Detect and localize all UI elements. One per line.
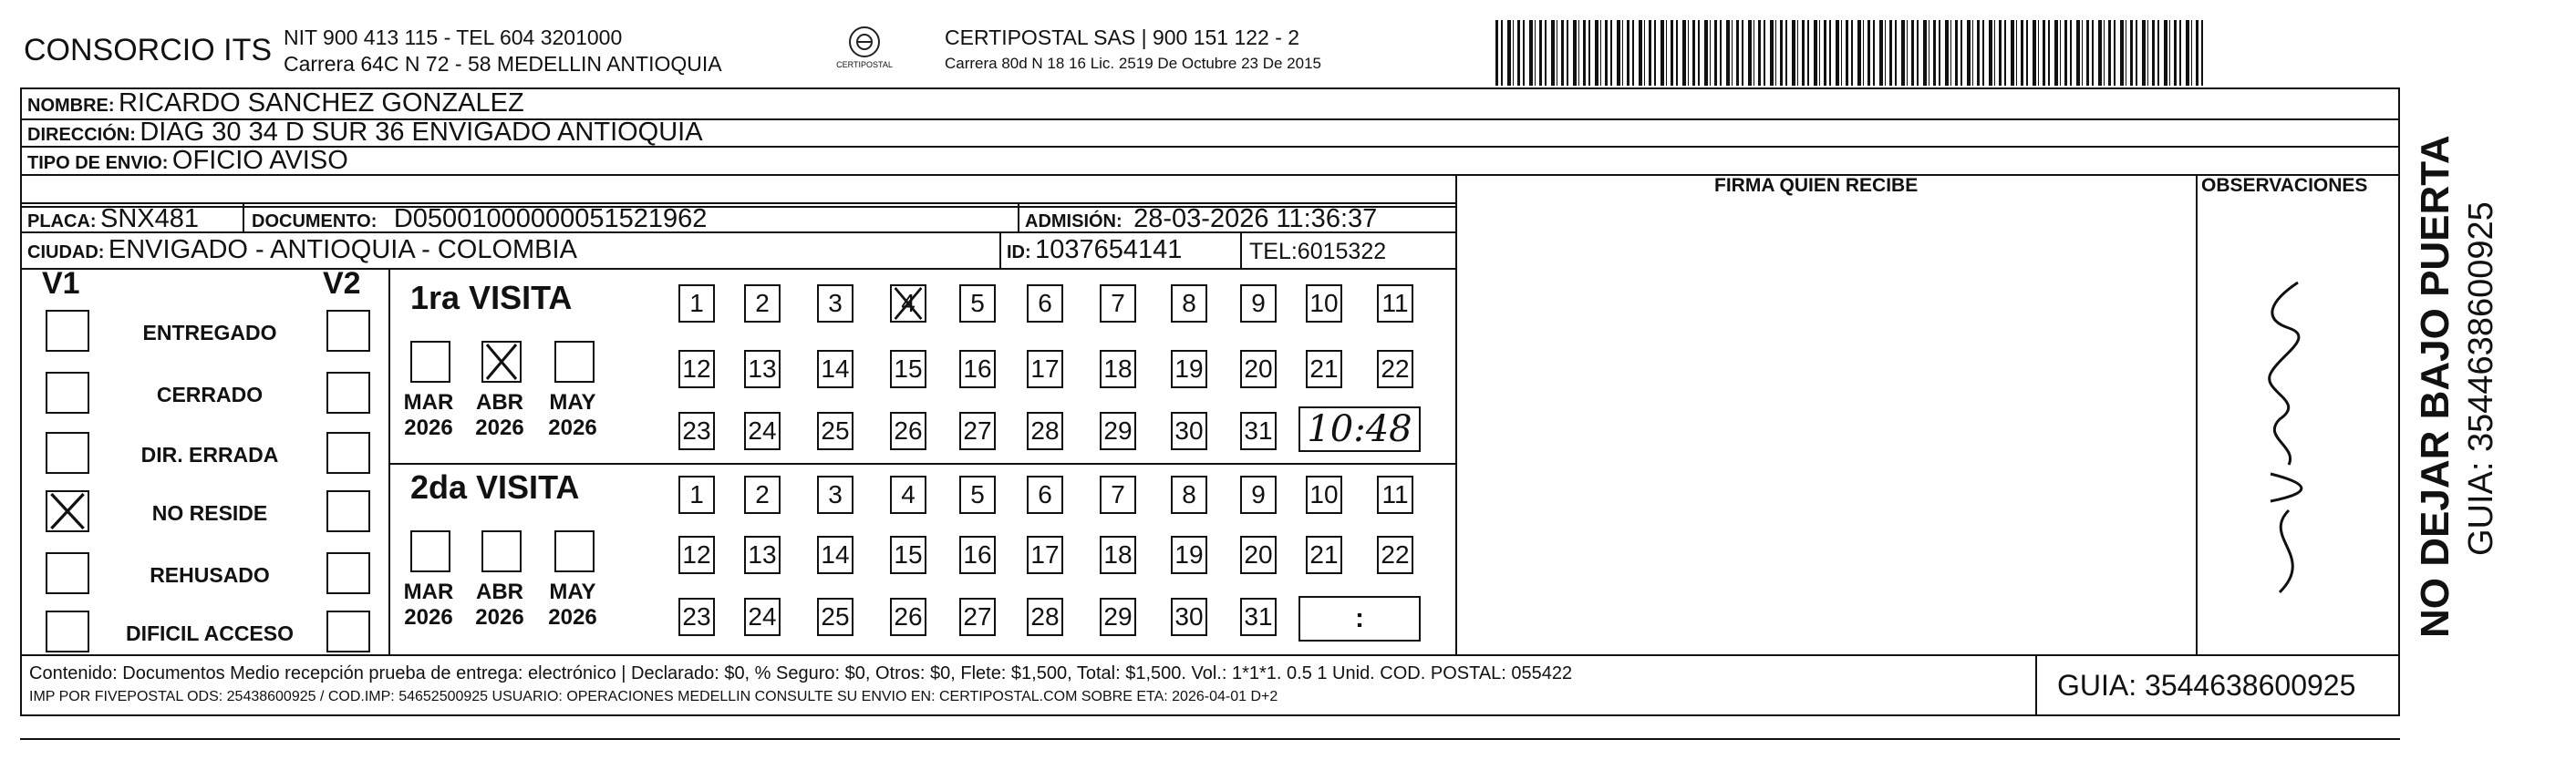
- v2-no-reside-checkbox[interactable]: [326, 490, 370, 532]
- day-box[interactable]: [890, 598, 926, 636]
- day-number: 13: [748, 540, 777, 569]
- day-number: 11: [1381, 480, 1409, 508]
- observaciones-label: OBSERVACIONES: [2201, 175, 2368, 196]
- status-label: NO RESIDE: [151, 501, 268, 525]
- day-box[interactable]: [1100, 350, 1136, 388]
- day-number: 16: [963, 354, 992, 383]
- day-number: 14: [821, 540, 850, 569]
- day-number: 18: [1103, 540, 1133, 569]
- day-box[interactable]: [959, 536, 996, 574]
- direccion-value: DIAG 30 34 D SUR 36 ENVIGADO ANTIOQUIA: [140, 118, 703, 147]
- day-number: 15: [894, 354, 923, 383]
- placa-value: SNX481: [100, 204, 200, 233]
- v1-cerrado-checkbox[interactable]: [46, 372, 89, 414]
- month-abr-checkbox[interactable]: [481, 530, 522, 572]
- day-box[interactable]: [1100, 412, 1136, 450]
- month-abr-checkbox[interactable]: [481, 341, 522, 383]
- status-label: REHUSADO: [150, 563, 270, 587]
- direccion-label: DIRECCIÓN:: [27, 125, 136, 145]
- header: [0, 0, 2576, 87]
- status-label: CERRADO: [156, 383, 264, 406]
- day-number: 20: [1244, 540, 1273, 569]
- day-box[interactable]: [1100, 284, 1136, 323]
- day-number: 26: [894, 602, 923, 631]
- x-mark-icon: [483, 343, 520, 381]
- company-name: CONSORCIO ITS: [24, 33, 273, 67]
- day-number: 31: [1244, 416, 1273, 445]
- day-box[interactable]: [817, 412, 853, 450]
- day-number: 25: [821, 602, 850, 631]
- admision-label: ADMISIÓN:: [1025, 211, 1122, 231]
- day-box[interactable]: [1027, 536, 1063, 574]
- day-number: 19: [1174, 354, 1204, 383]
- day-number: 14: [821, 354, 850, 383]
- month-may-checkbox[interactable]: [554, 530, 595, 572]
- v2-entregado-checkbox[interactable]: [326, 310, 370, 352]
- day-box[interactable]: [1171, 284, 1207, 323]
- day-box[interactable]: [1306, 476, 1342, 514]
- day-number: 6: [1038, 289, 1052, 317]
- day-box[interactable]: [744, 284, 781, 323]
- day-number: 30: [1174, 602, 1204, 631]
- day-box[interactable]: [1306, 350, 1342, 388]
- day-number: 30: [1174, 416, 1204, 445]
- day-box[interactable]: [890, 284, 926, 323]
- day-number: 4: [901, 480, 916, 508]
- day-box[interactable]: [890, 350, 926, 388]
- day-number: 4: [901, 289, 916, 317]
- day-box[interactable]: [1240, 284, 1277, 323]
- day-box[interactable]: [817, 350, 853, 388]
- day-number: 13: [748, 354, 777, 383]
- day-number: 23: [682, 602, 711, 631]
- v2-header: V2: [323, 266, 361, 301]
- second-visit-time: :: [1355, 603, 1364, 633]
- day-number: 24: [748, 416, 777, 445]
- day-number: 17: [1030, 540, 1060, 569]
- day-box[interactable]: [1240, 412, 1277, 450]
- nombre-label: NOMBRE:: [27, 96, 115, 116]
- day-box[interactable]: [1377, 536, 1413, 574]
- day-box[interactable]: [678, 284, 715, 323]
- day-box[interactable]: [1171, 476, 1207, 514]
- day-number: 25: [821, 416, 850, 445]
- day-box[interactable]: [744, 412, 781, 450]
- day-number: 9: [1251, 480, 1266, 508]
- first-visit-title: 1ra VISITA: [410, 279, 573, 316]
- day-box[interactable]: [1377, 284, 1413, 323]
- day-number: 18: [1103, 354, 1133, 383]
- day-box[interactable]: [1171, 412, 1207, 450]
- tel-value: TEL:6015322: [1249, 239, 1387, 264]
- day-box[interactable]: [890, 412, 926, 450]
- day-number: 6: [1038, 480, 1052, 508]
- day-box[interactable]: [817, 536, 853, 574]
- status-label: ENTREGADO: [142, 321, 277, 344]
- v1-dir-errada-checkbox[interactable]: [46, 432, 89, 474]
- day-number: 28: [1030, 602, 1060, 631]
- month-may-checkbox[interactable]: [554, 341, 595, 383]
- company-address: Carrera 64C N 72 - 58 MEDELLIN ANTIOQUIA: [284, 52, 722, 76]
- day-number: 7: [1111, 480, 1125, 508]
- first-visit-time-box: [1298, 406, 1421, 452]
- day-box[interactable]: [744, 476, 781, 514]
- v2-dificil-acceso-checkbox[interactable]: [326, 611, 370, 652]
- day-box[interactable]: [744, 598, 781, 636]
- documento-field: [252, 204, 707, 234]
- day-box[interactable]: [817, 476, 853, 514]
- nombre-value: RICARDO SANCHEZ GONZALEZ: [119, 88, 524, 118]
- side-warning: NO DEJAR BAJO PUERTA: [2413, 135, 2457, 638]
- day-number: 3: [828, 289, 843, 317]
- day-number: 12: [682, 354, 711, 383]
- day-number: 28: [1030, 416, 1060, 445]
- day-number: 24: [748, 602, 777, 631]
- day-box[interactable]: [1377, 476, 1413, 514]
- second-visit-time-box: [1298, 596, 1421, 642]
- month-label: ABR 2026: [475, 580, 524, 630]
- day-box[interactable]: [678, 350, 715, 388]
- v2-cerrado-checkbox[interactable]: [326, 372, 370, 414]
- x-mark-icon: [47, 492, 88, 530]
- status-label: DIFICIL ACCESO: [125, 621, 294, 645]
- v2-dir-errada-checkbox[interactable]: [326, 432, 370, 474]
- documento-label: DOCUMENTO:: [252, 211, 378, 231]
- day-box[interactable]: [1377, 350, 1413, 388]
- ciudad-field: [27, 235, 577, 265]
- status-label: DIR. ERRADA: [140, 443, 279, 467]
- v1-rehusado-checkbox[interactable]: [46, 552, 89, 594]
- footer-imp: IMP POR FIVEPOSTAL ODS: 25438600925 / COD.IMP: 54652500925 USUARIO: OPERACIONES MEDELLIN CONSULTE SU ENVIO EN: CERTIPOSTAL.COM SOBRE ETA: 2026-04-01 D+2: [29, 689, 1278, 704]
- v1-header: V1: [42, 266, 80, 301]
- month-label: MAR 2026: [403, 580, 454, 630]
- day-number: 29: [1103, 416, 1133, 445]
- day-number: 29: [1103, 602, 1133, 631]
- day-number: 5: [970, 480, 985, 508]
- day-box[interactable]: [1027, 284, 1063, 323]
- day-box[interactable]: [1100, 598, 1136, 636]
- day-number: 22: [1381, 540, 1410, 569]
- signature-mark: [2207, 264, 2389, 629]
- day-number: 23: [682, 416, 711, 445]
- day-number: 16: [963, 540, 992, 569]
- certipostal-logo: [832, 24, 897, 75]
- form-frame: [20, 87, 2400, 716]
- footer-contenido: Contenido: Documentos Medio recepción prueba de entrega: electrónico | Declarado: $0, % Seguro: $0, Otros: $0, Flete: $1,500, Total: $1,500. Vol.: 1*1*1. 0.5 1 Unid. COD. POSTAL: 055422: [29, 663, 1573, 683]
- day-box[interactable]: [1240, 536, 1277, 574]
- day-number: 8: [1182, 289, 1196, 317]
- nombre-row: [27, 88, 524, 118]
- day-box[interactable]: [1171, 350, 1207, 388]
- day-number: 9: [1251, 289, 1266, 317]
- day-box[interactable]: [678, 536, 715, 574]
- admision-field: [1025, 204, 1377, 234]
- day-box[interactable]: [1027, 412, 1063, 450]
- first-visit-time: 10:48: [1307, 408, 1412, 450]
- documento-value: D05001000000051521962: [393, 204, 708, 233]
- placa-label: PLACA:: [27, 211, 97, 231]
- direccion-row: [27, 118, 703, 148]
- day-number: 10: [1309, 289, 1339, 317]
- tipo-row: [27, 146, 348, 176]
- month-label: MAY 2026: [548, 390, 597, 440]
- day-number: 22: [1381, 354, 1410, 383]
- month-label: ABR 2026: [475, 390, 524, 440]
- admision-value: 28-03-2026 11:36:37: [1133, 204, 1378, 233]
- day-box[interactable]: [678, 476, 715, 514]
- x-mark-icon: [892, 286, 925, 321]
- day-box[interactable]: [678, 598, 715, 636]
- month-label: MAR 2026: [403, 390, 454, 440]
- month-mar-checkbox[interactable]: [410, 341, 450, 383]
- day-number: 7: [1111, 289, 1125, 317]
- month-label: MAY 2026: [548, 580, 597, 630]
- day-number: 8: [1182, 480, 1196, 508]
- day-box[interactable]: [959, 412, 996, 450]
- day-box[interactable]: [1027, 598, 1063, 636]
- day-number: 2: [755, 480, 770, 508]
- day-number: 31: [1244, 602, 1273, 631]
- id-label: ID:: [1007, 242, 1031, 262]
- day-number: 21: [1309, 540, 1339, 569]
- day-box[interactable]: [1100, 536, 1136, 574]
- second-visit-title: 2da VISITA: [410, 468, 580, 506]
- day-box[interactable]: [744, 350, 781, 388]
- day-box[interactable]: [1171, 598, 1207, 636]
- day-number: 5: [970, 289, 985, 317]
- day-box[interactable]: [1306, 284, 1342, 323]
- v2-rehusado-checkbox[interactable]: [326, 552, 370, 594]
- tipo-label: TIPO DE ENVIO:: [27, 153, 169, 173]
- company-nit: NIT 900 413 115 - TEL 604 3201000: [284, 26, 623, 49]
- day-number: 27: [963, 416, 992, 445]
- day-number: 15: [894, 540, 923, 569]
- day-number: 11: [1381, 289, 1409, 317]
- day-box[interactable]: [959, 476, 996, 514]
- day-box[interactable]: [817, 598, 853, 636]
- side-guia: GUIA: 3544638600925: [2462, 201, 2500, 556]
- id-field: [1007, 235, 1182, 265]
- day-box[interactable]: [1240, 476, 1277, 514]
- month-mar-checkbox[interactable]: [410, 530, 450, 572]
- day-box[interactable]: [959, 598, 996, 636]
- day-number: 3: [828, 480, 843, 508]
- day-box[interactable]: [744, 536, 781, 574]
- day-number: 1: [689, 480, 704, 508]
- id-value: 1037654141: [1035, 235, 1183, 264]
- day-number: 21: [1309, 354, 1339, 383]
- placa-field: [27, 204, 199, 234]
- day-box[interactable]: [1027, 350, 1063, 388]
- day-number: 20: [1244, 354, 1273, 383]
- tipo-value: OFICIO AVISO: [171, 146, 348, 175]
- day-number: 17: [1030, 354, 1060, 383]
- day-box[interactable]: [890, 476, 926, 514]
- certipostal-license: Carrera 80d N 18 16 Lic. 2519 De Octubre 23 De 2015: [945, 55, 1321, 72]
- barcode: [1495, 20, 2207, 86]
- v1-dificil-acceso-checkbox[interactable]: [46, 611, 89, 652]
- ciudad-label: CIUDAD:: [27, 242, 105, 262]
- certipostal-info: CERTIPOSTAL SAS | 900 151 122 - 2: [945, 26, 1300, 49]
- day-box[interactable]: [959, 350, 996, 388]
- day-box[interactable]: [1171, 536, 1207, 574]
- v1-no-reside-checkbox[interactable]: [46, 490, 89, 532]
- day-box[interactable]: [959, 284, 996, 323]
- day-box[interactable]: [890, 536, 926, 574]
- day-number: 10: [1309, 480, 1339, 508]
- day-box[interactable]: [1027, 476, 1063, 514]
- day-number: 27: [963, 602, 992, 631]
- day-box[interactable]: [1240, 598, 1277, 636]
- day-box[interactable]: [678, 412, 715, 450]
- day-box[interactable]: [1100, 476, 1136, 514]
- day-box[interactable]: [1240, 350, 1277, 388]
- logo-text: CERTIPOSTAL: [836, 60, 893, 69]
- day-number: 2: [755, 289, 770, 317]
- day-box[interactable]: [1306, 536, 1342, 574]
- day-number: 12: [682, 540, 711, 569]
- firma-label: FIRMA QUIEN RECIBE: [1714, 175, 1919, 196]
- day-number: 26: [894, 416, 923, 445]
- day-number: 1: [689, 289, 704, 317]
- day-number: 19: [1174, 540, 1204, 569]
- footer-guia: GUIA: 3544638600925: [2057, 669, 2356, 702]
- ciudad-value: ENVIGADO - ANTIOQUIA - COLOMBIA: [108, 235, 577, 264]
- day-box[interactable]: [817, 284, 853, 323]
- v1-entregado-checkbox[interactable]: [46, 310, 89, 352]
